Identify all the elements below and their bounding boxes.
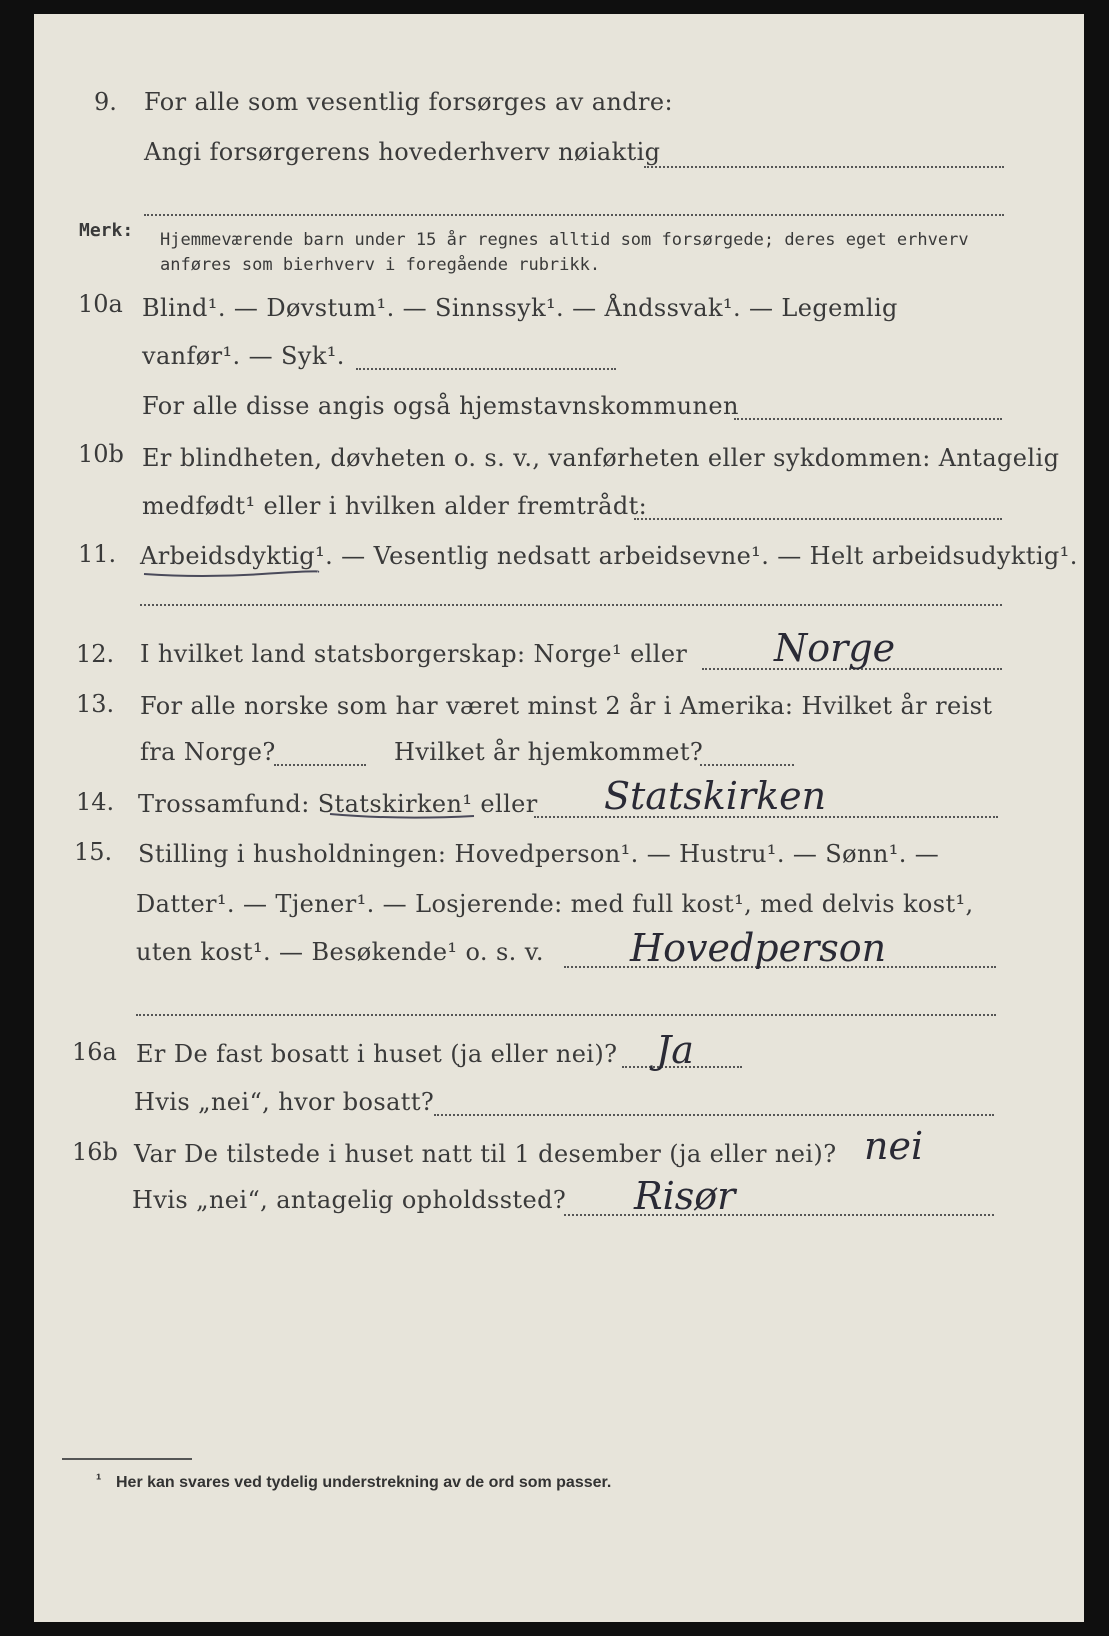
q13-hjemkommet-line[interactable] bbox=[700, 764, 794, 766]
q16b-line1: Var De tilstede i huset natt til 1 desember (ja eller nei)? bbox=[134, 1140, 837, 1168]
q16a-line2: Hvis „nei“, hvor bosatt? bbox=[134, 1088, 435, 1116]
merk-label: Merk: bbox=[79, 220, 134, 241]
q15-line2: Datter¹. — Tjener¹. — Losjerende: med full kost¹, med delvis kost¹, bbox=[136, 890, 974, 918]
q15-number: 15. bbox=[74, 838, 113, 866]
q11-line1: Arbeidsdyktig¹. — Vesentlig nedsatt arbeidsevne¹. — Helt arbeidsudyktig¹. bbox=[140, 542, 1078, 570]
q10a-line2: vanfør¹. — Syk¹. bbox=[142, 342, 345, 370]
q9-number: 9. bbox=[94, 88, 117, 116]
q10b-answer-line[interactable] bbox=[634, 518, 1002, 520]
q12-line1: I hvilket land statsborgerskap: Norge¹ eller bbox=[140, 640, 688, 668]
q9-answer-line[interactable] bbox=[644, 166, 1004, 168]
q12-number: 12. bbox=[76, 640, 115, 668]
q16b-number: 16b bbox=[72, 1138, 118, 1166]
q9-answer-line-2[interactable] bbox=[144, 214, 1004, 216]
q10a-answer-line[interactable] bbox=[356, 368, 616, 370]
q14-number: 14. bbox=[76, 788, 115, 816]
footnote-mark: ¹ bbox=[96, 1472, 102, 1489]
q16a-line1: Er De fast bosatt i huset (ja eller nei)? bbox=[136, 1040, 618, 1068]
q10b-line2: medfødt¹ eller i hvilken alder fremtrådt: bbox=[142, 492, 648, 520]
q10b-number: 10b bbox=[78, 440, 124, 468]
q9-line2: Angi forsørgerens hovederhverv nøiaktig bbox=[144, 138, 661, 166]
q16b-handwritten-answer1: nei bbox=[864, 1124, 924, 1168]
q10a-line3: For alle disse angis også hjemstavnskommunen bbox=[142, 392, 739, 420]
q13-line2a: fra Norge? bbox=[140, 738, 276, 766]
q15-answer-line-2[interactable] bbox=[136, 1014, 996, 1016]
q15-handwritten-answer: Hovedperson bbox=[630, 926, 887, 970]
q16a-bosatt-line[interactable] bbox=[434, 1114, 994, 1116]
q14-handwritten-answer: Statskirken bbox=[604, 774, 827, 818]
q13-reist-line[interactable] bbox=[274, 764, 366, 766]
merk-line2: anføres som bierhverv i foregående rubrikk. bbox=[160, 255, 601, 275]
footnote-text: Her kan svares ved tydelig understrekning av de ord som passer. bbox=[116, 1474, 612, 1491]
census-form-page bbox=[34, 14, 1084, 1622]
q13-number: 13. bbox=[76, 690, 115, 718]
q10a-line1: Blind¹. — Døvstum¹. — Sinnssyk¹. — Åndssvak¹. — Legemlig bbox=[142, 294, 898, 322]
q13-line2b: Hvilket år hjemkommet? bbox=[394, 738, 704, 766]
q13-line1: For alle norske som har været minst 2 år i Amerika: Hvilket år reist bbox=[140, 692, 993, 720]
q16a-handwritten-answer: Ja bbox=[656, 1028, 694, 1072]
q16b-line2: Hvis „nei“, antagelig opholdssted? bbox=[132, 1186, 567, 1214]
q16a-number: 16a bbox=[72, 1038, 117, 1066]
q11-underline-mark bbox=[142, 566, 322, 580]
q12-handwritten-answer: Norge bbox=[774, 626, 896, 670]
q10b-line1: Er blindheten, døvheten o. s. v., vanførheten eller sykdommen: Antagelig bbox=[142, 444, 1060, 472]
q9-line1: For alle som vesentlig forsørges av andre: bbox=[144, 88, 674, 116]
q14-line1: Trossamfund: Statskirken¹ eller bbox=[138, 790, 538, 818]
q10a-hjemstavn-line[interactable] bbox=[734, 418, 1002, 420]
q11-number: 11. bbox=[78, 540, 117, 568]
q14-underline-mark bbox=[328, 808, 478, 822]
q16b-handwritten-answer2: Risør bbox=[634, 1174, 736, 1218]
q16b-answer-line[interactable] bbox=[564, 1214, 994, 1216]
q10a-number: 10a bbox=[78, 290, 123, 318]
merk-line1: Hjemmeværende barn under 15 år regnes alltid som forsørgede; deres eget erhverv bbox=[160, 230, 969, 250]
footnote-rule bbox=[62, 1458, 192, 1460]
q11-answer-line[interactable] bbox=[140, 604, 1002, 606]
q15-line1: Stilling i husholdningen: Hovedperson¹. — Hustru¹. — Sønn¹. — bbox=[138, 840, 940, 868]
q15-line3: uten kost¹. — Besøkende¹ o. s. v. bbox=[136, 938, 544, 966]
